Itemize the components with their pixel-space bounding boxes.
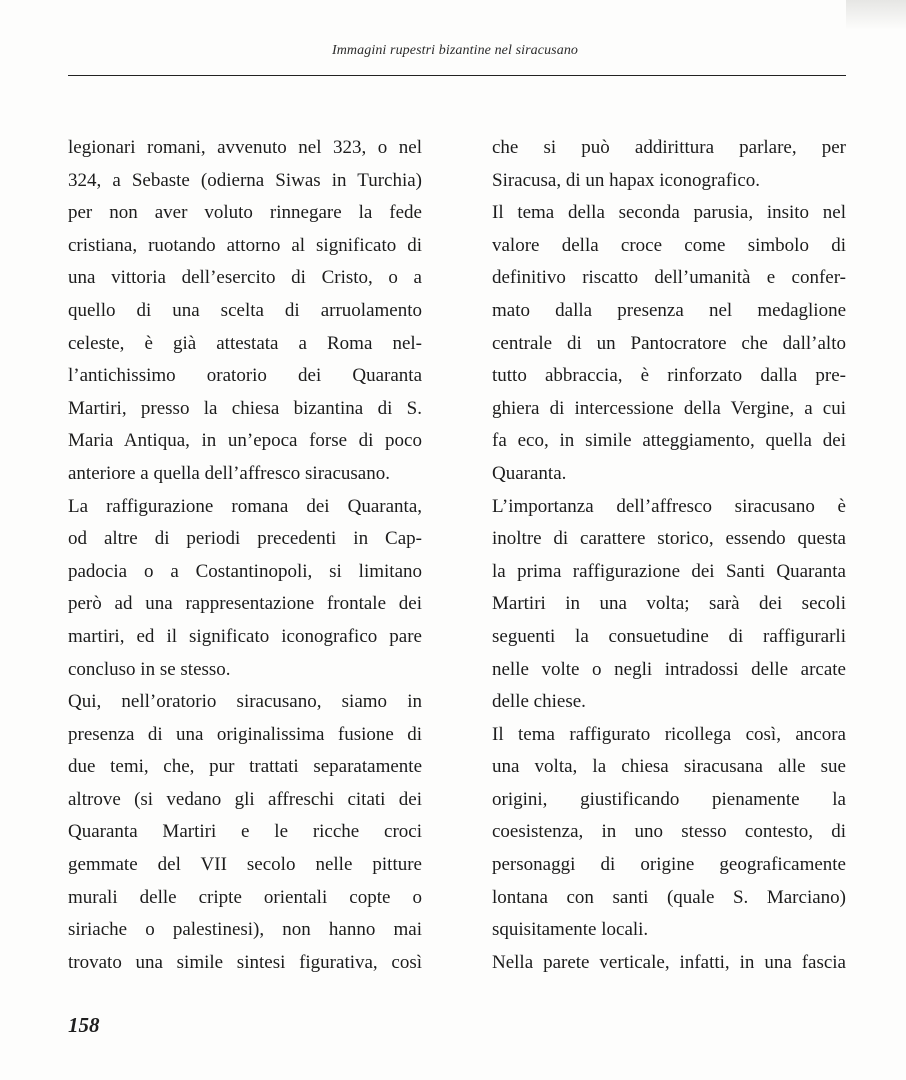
text-line: però ad una rappresentazione frontale dei bbox=[68, 593, 422, 615]
text-line: Maria Antiqua, in un’epoca forse di poco bbox=[68, 430, 422, 452]
text-line: una vittoria dell’esercito di Cristo, o a bbox=[68, 267, 422, 289]
text-line: tutto abbraccia, è rinforzato dalla pre- bbox=[492, 365, 846, 387]
text-line: due temi, che, pur trattati separatamente bbox=[68, 756, 422, 778]
text-line: per non aver voluto rinnegare la fede bbox=[68, 202, 422, 224]
text-line: od altre di periodi precedenti in Cap- bbox=[68, 528, 422, 550]
text-line: nelle volte o negli intradossi delle arcate bbox=[492, 658, 846, 680]
text-line: lontana con santi (quale S. Marciano) bbox=[492, 886, 846, 908]
text-column-right bbox=[492, 132, 846, 979]
text-line: presenza di una originalissima fusione di bbox=[68, 723, 422, 745]
text-line: La raffigurazione romana dei Quaranta, bbox=[68, 495, 422, 517]
running-head-title: Immagini rupestri bizantine nel siracusano bbox=[331, 43, 579, 58]
text-line: origini, giustificando pienamente la bbox=[492, 788, 846, 810]
text-line: martiri, ed il significato iconografico pare bbox=[68, 625, 422, 647]
text-line: Il tema della seconda parusia, insito nel bbox=[492, 202, 846, 224]
text-line: squisitamente locali. bbox=[492, 919, 649, 941]
text-line: che si può addirittura parlare, per bbox=[492, 137, 846, 158]
text-line: l’antichissimo oratorio dei Quaranta bbox=[68, 365, 422, 387]
text-line: celeste, è già attestata a Roma nel- bbox=[68, 332, 422, 354]
text-line: padocia o a Costantinopoli, si limitano bbox=[68, 560, 422, 582]
text-line: ghiera di intercessione della Vergine, a cui bbox=[492, 397, 846, 419]
text-line: L’importanza dell’affresco siracusano è bbox=[492, 495, 846, 517]
text-line: concluso in se stesso. bbox=[68, 658, 231, 680]
text-line: centrale di un Pantocratore che dall’alto bbox=[492, 332, 846, 354]
text-line: la prima raffigurazione dei Santi Quaranta bbox=[492, 560, 846, 582]
header-rule bbox=[68, 75, 846, 76]
text-line: cristiana, ruotando attorno al significato di bbox=[68, 234, 422, 256]
text-line: murali delle cripte orientali copte o bbox=[68, 886, 422, 908]
text-column-left bbox=[68, 132, 422, 979]
text-line: legionari romani, avvenuto nel 323, o nel bbox=[68, 137, 422, 158]
text-line: 324, a Sebaste (odierna Siwas in Turchia) bbox=[68, 169, 422, 191]
text-line: una volta, la chiesa siracusana alle sue bbox=[492, 756, 846, 778]
text-line: Qui, nell’oratorio siracusano, siamo in bbox=[68, 691, 422, 713]
text-line: mato dalla presenza nel medaglione bbox=[492, 299, 846, 321]
text-line: quello di una scelta di arruolamento bbox=[68, 299, 422, 321]
text-line: personaggi di origine geograficamente bbox=[492, 854, 846, 876]
text-line: inoltre di carattere storico, essendo questa bbox=[492, 528, 846, 550]
text-line: Quaranta. bbox=[492, 462, 567, 484]
text-line: Martiri in una volta; sarà dei secoli bbox=[492, 593, 846, 615]
text-line: siriache o palestinesi), non hanno mai bbox=[68, 919, 422, 941]
text-line: Il tema raffigurato ricollega così, ancora bbox=[492, 723, 846, 745]
text-line: coesistenza, in uno stesso contesto, di bbox=[492, 821, 846, 843]
page-number: 158 bbox=[68, 1013, 100, 1037]
text-line: gemmate del VII secolo nelle pitture bbox=[68, 854, 422, 876]
text-line: delle chiese. bbox=[492, 691, 586, 713]
text-line: trovato una simile sintesi figurativa, così bbox=[68, 951, 422, 973]
text-line: definitivo riscatto dell’umanità e confer- bbox=[492, 267, 846, 289]
text-line: Nella parete verticale, infatti, in una fascia bbox=[492, 951, 846, 973]
text-line: seguenti la consuetudine di raffigurarli bbox=[492, 625, 846, 647]
text-line: Siracusa, di un hapax iconografico. bbox=[492, 169, 761, 191]
text-line: Martiri, presso la chiesa bizantina di S. bbox=[68, 397, 422, 419]
text-line: Quaranta Martiri e le ricche croci bbox=[68, 821, 422, 843]
text-line: altrove (si vedano gli affreschi citati dei bbox=[68, 788, 422, 810]
text-line: fa eco, in simile atteggiamento, quella dei bbox=[492, 430, 846, 452]
text-line: anteriore a quella dell’affresco siracusano. bbox=[68, 462, 390, 484]
text-line: valore della croce come simbolo di bbox=[492, 234, 846, 256]
page-edge-shadow bbox=[846, 0, 906, 30]
